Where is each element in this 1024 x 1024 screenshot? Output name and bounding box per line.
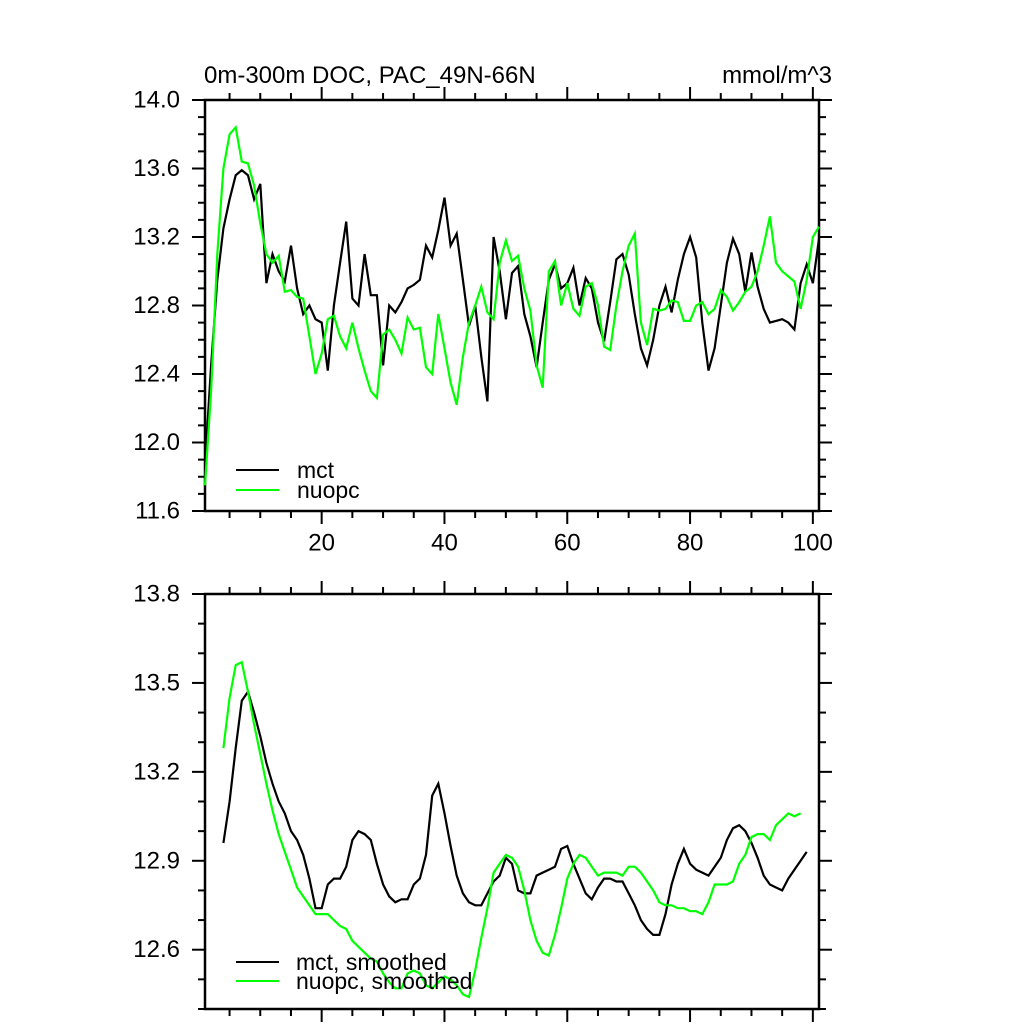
x-tick-label: 60 (553, 529, 581, 557)
y-tick-label: 13.6 (133, 155, 180, 182)
y-tick-label: 12.6 (133, 936, 180, 964)
top-chart (133, 87, 833, 557)
chart-title: 0m-300m DOC, PAC_49N-66N (204, 62, 536, 89)
legend-label-mct: mct (297, 457, 335, 483)
x-tick-label: 20 (308, 529, 336, 557)
y-tick-label: 12.0 (133, 429, 180, 456)
bottom-chart (133, 581, 832, 1023)
y-tick-label: 12.8 (133, 292, 180, 319)
x-tick-label: 40 (431, 529, 458, 557)
plot-frame (205, 594, 819, 1009)
y-tick-label: 13.5 (133, 669, 180, 697)
series-nuopc-smoothed (223, 662, 800, 997)
y-tick-label: 12.4 (133, 360, 180, 388)
y-tick-label: 12.9 (133, 847, 180, 875)
y-ticks (192, 594, 832, 1009)
legend-swatch-mct (236, 469, 279, 471)
series-mct-smoothed (223, 692, 806, 935)
x-tick-label: 80 (676, 529, 704, 557)
legend-label-mct-smoothed: mct, smoothed (296, 949, 447, 975)
series-mct (205, 170, 819, 465)
y-tick-label: 13.2 (133, 223, 180, 251)
y-tick-label: 13.8 (133, 580, 180, 608)
series-nuopc (205, 127, 819, 485)
legend-label-nuopc: nuopc (297, 477, 360, 503)
y-tick-label: 13.2 (133, 758, 180, 786)
legend-swatch-nuopc (236, 489, 279, 491)
y-tick-label: 14.0 (133, 86, 180, 114)
x-tick-label: 100 (792, 529, 833, 557)
legend-label-nuopc-smoothed: nuopc, smoothed (296, 968, 473, 994)
units-label: mmol/m^3 (722, 62, 832, 89)
plot-frame (205, 100, 819, 511)
legend-swatch-nuopc-smoothed (236, 980, 279, 982)
legend-swatch-mct-smoothed (236, 961, 279, 963)
y-tick-label: 11.6 (135, 497, 180, 525)
